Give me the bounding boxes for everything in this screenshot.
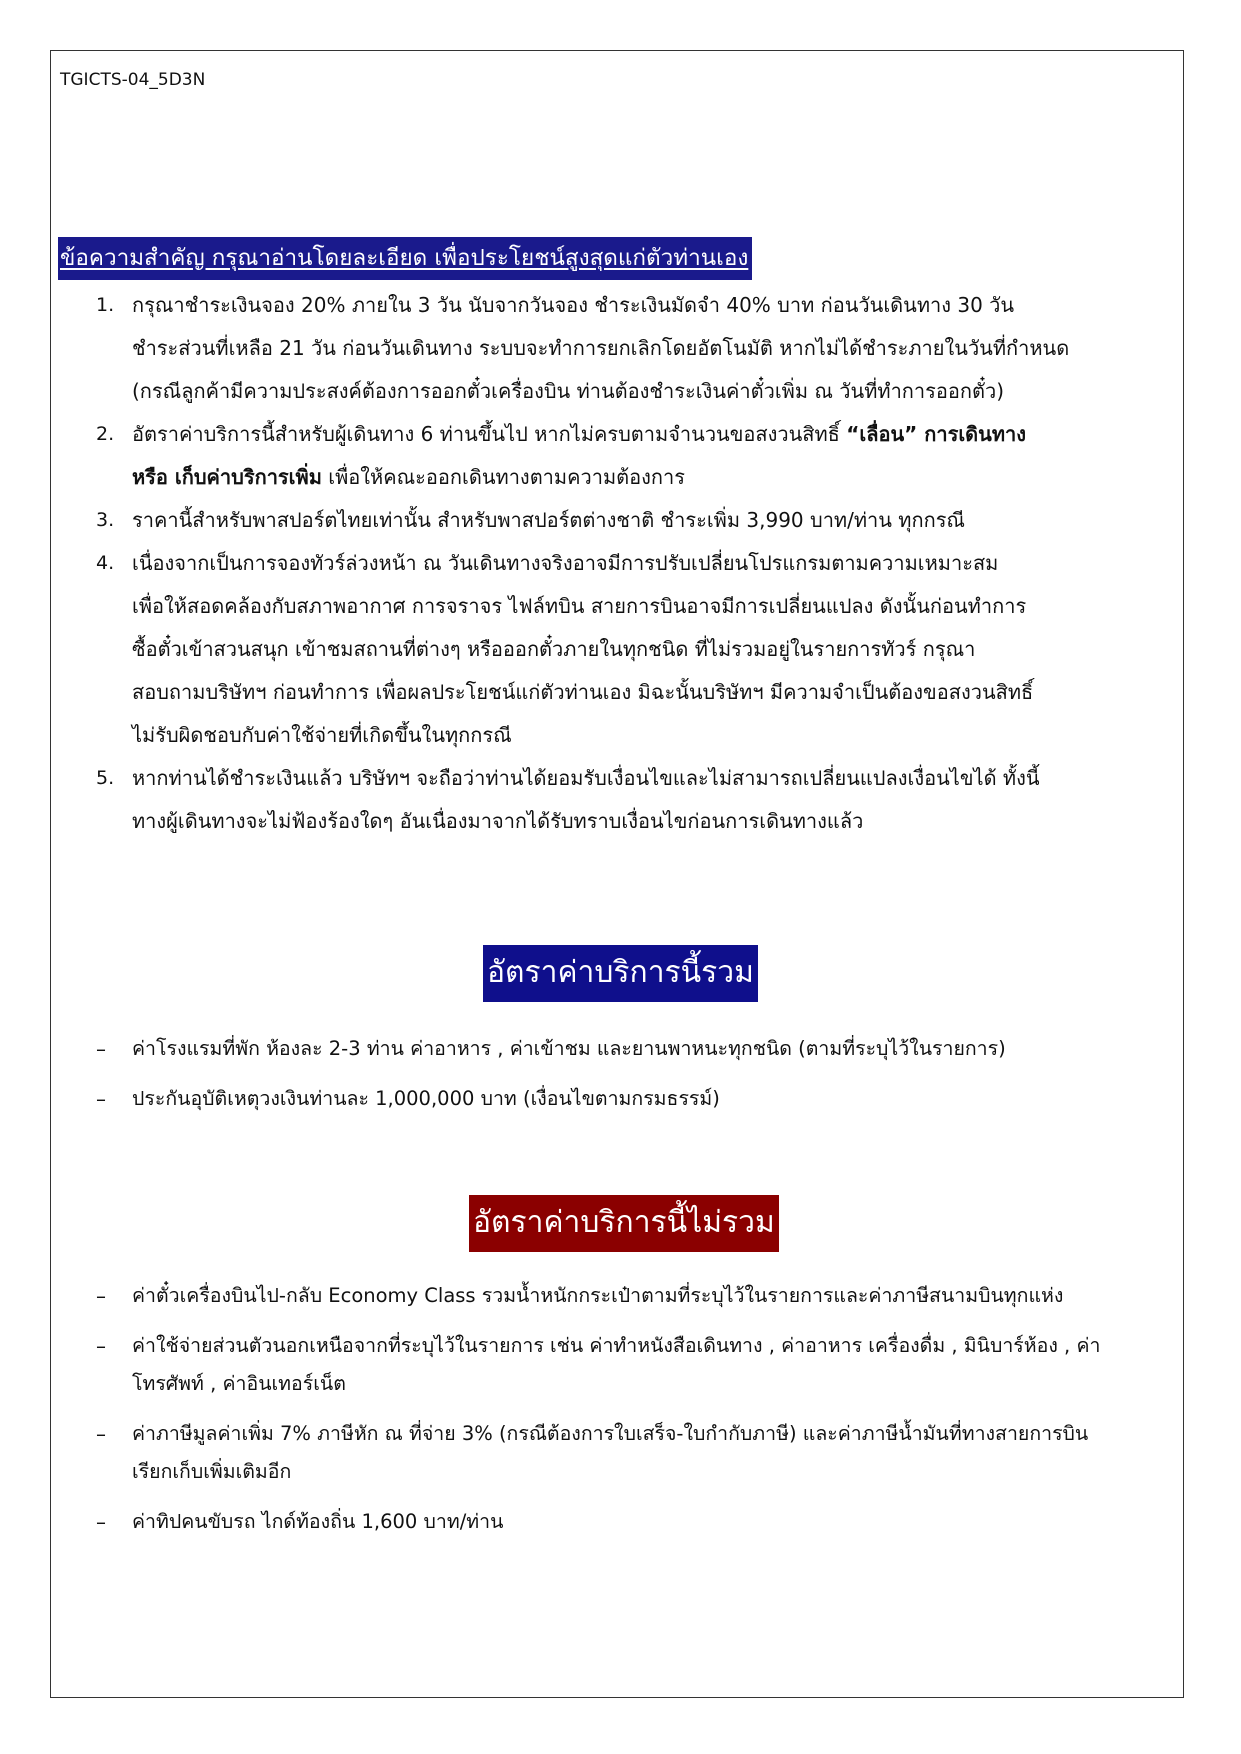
term-number: 4. [96,552,115,574]
term-line: (กรณีลูกค้ามีความประสงค์ต้องการออกตั๋วเครื่องบิน ท่านต้องชำระเงินค่าตั๋วเพิ่ม ณ วันที่ทำการออกตั๋ว) [132,379,1005,403]
term-line: สอบถามบริษัทฯ ก่อนทำการ เพื่อผลประโยชน์แก่ตัวท่านเอง มิฉะนั้นบริษัทฯ มีความจำเป็นต้องขอสงวนสิทธิ์ [132,680,1034,704]
term-number: 5. [96,767,115,789]
term-emphasis: หรือ เก็บค่าบริการเพิ่ม [132,465,322,489]
term-item-3 [60,499,1180,542]
term-line: ทางผู้เดินทางจะไม่ฟ้องร้องใดๆ อันเนื่องมาจากได้รับทราบเงื่อนไขก่อนการเดินทางแล้ว [132,809,864,833]
excluded-item [60,1503,1180,1541]
term-line: หากท่านได้ชำระเงินแล้ว บริษัทฯ จะถือว่าท่านได้ยอมรับเงื่อนไขและไม่สามารถเปลี่ยนแปลงเงื่อนไขได้ ทั้งนี้ [132,766,1040,790]
term-line: ไม่รับผิดชอบกับค่าใช้จ่ายที่เกิดขึ้นในทุกกรณี [132,723,512,747]
included-item [60,1030,1180,1068]
term-item-2 [60,413,1180,499]
included-section-title: อัตราค่าบริการนี้รวม [483,945,758,1002]
term-item-1 [60,284,1180,413]
excluded-line: โทรศัพท์ , ค่าอินเทอร์เน็ต [132,1372,346,1395]
term-line: กรุณาชำระเงินจอง 20% ภายใน 3 วัน นับจากวันจอง ชำระเงินมัดจำ 40% บาท ก่อนวันเดินทาง 30 วัน [132,293,1015,317]
dash-bullet: – [96,1334,106,1358]
term-number: 3. [96,509,115,531]
excluded-line: เรียกเก็บเพิ่มเติมอีก [132,1460,292,1483]
excluded-section-title: อัตราค่าบริการนี้ไม่รวม [469,1195,779,1252]
excluded-item [60,1415,1180,1491]
term-text: เพื่อให้คณะออกเดินทางตามความต้องการ [321,465,685,489]
excluded-line: ค่าตั๋วเครื่องบินไป-กลับ Economy Class รวมน้ำหนักกระเป๋าตามที่ระบุไว้ในรายการและค่าภาษีสนามบินทุกแห่ง [132,1284,1064,1307]
term-line [132,456,1180,499]
term-number: 1. [96,294,115,316]
dash-bullet: – [96,1087,106,1111]
included-line: ประกันอุบัติเหตุวงเงินท่านละ 1,000,000 บาท (เงื่อนไขตามกรมธรรม์) [132,1087,720,1110]
term-number: 2. [96,423,115,445]
term-line [132,413,1180,456]
excluded-line: ค่าใช้จ่ายส่วนตัวนอกเหนือจากที่ระบุไว้ในรายการ เช่น ค่าทำหนังสือเดินทาง , ค่าอาหาร เครื่องดื่ม , มินิบาร์ห้อง , ค่า [132,1334,1101,1357]
term-line: ราคานี้สำหรับพาสปอร์ตไทยเท่านั้น สำหรับพาสปอร์ตต่างชาติ ชำระเพิ่ม 3,990 บาท/ท่าน ทุกกรณี [132,508,965,532]
dash-bullet: – [96,1510,106,1534]
terms-list [60,284,1180,843]
important-notice-heading: ข้อความสำคัญ กรุณาอ่านโดยละเอียด เพื่อประโยชน์สูงสุดแก่ตัวท่านเอง [58,237,752,280]
dash-bullet: – [96,1037,106,1061]
term-line: เนื่องจากเป็นการจองทัวร์ล่วงหน้า ณ วันเดินทางจริงอาจมีการปรับเปลี่ยนโปรแกรมตามความเหมาะสม [132,551,999,575]
term-line: ชำระส่วนที่เหลือ 21 วัน ก่อนวันเดินทาง ระบบจะทำการยกเลิกโดยอัตโนมัติ หากไม่ได้ชำระภายในวันที่กำหนด [132,336,1070,360]
excluded-line: ค่าภาษีมูลค่าเพิ่ม 7% ภาษีหัก ณ ที่จ่าย 3% (กรณีต้องการใบเสร็จ-ใบกำกับภาษี) และค่าภาษีน้ำมันที่ทางสายการบิน [132,1422,1089,1445]
included-item [60,1080,1180,1118]
excluded-line: ค่าทิปคนขับรถ ไกด์ท้องถิ่น 1,600 บาท/ท่าน [132,1510,504,1533]
term-item-4 [60,542,1180,757]
term-emphasis: “เลื่อน” การเดินทาง [846,422,1027,446]
excluded-list [60,1277,1180,1553]
included-list [60,1030,1180,1130]
dash-bullet: – [96,1284,106,1308]
term-text: อัตราค่าบริการนี้สำหรับผู้เดินทาง 6 ท่านขึ้นไป หากไม่ครบตามจำนวนขอสงวนสิทธิ์ [132,422,847,446]
document-code: TGICTS-04_5D3N [60,70,206,90]
dash-bullet: – [96,1422,106,1446]
term-line: ซื้อตั๋วเข้าสวนสนุก เข้าชมสถานที่ต่างๆ หรือออกตั๋วภายในทุกชนิด ที่ไม่รวมอยู่ในรายการทัวร์ กรุณา [132,637,976,661]
excluded-item [60,1327,1180,1403]
term-line: เพื่อให้สอดคล้องกับสภาพอากาศ การจราจร ไฟล์ทบิน สายการบินอาจมีการเปลี่ยนแปลง ดังนั้นก่อนทำการ [132,594,1027,618]
term-item-5 [60,757,1180,843]
included-line: ค่าโรงแรมที่พัก ห้องละ 2-3 ท่าน ค่าอาหาร , ค่าเข้าชม และยานพาหนะทุกชนิด (ตามที่ระบุไว้ในรายการ) [132,1037,1006,1060]
excluded-item [60,1277,1180,1315]
